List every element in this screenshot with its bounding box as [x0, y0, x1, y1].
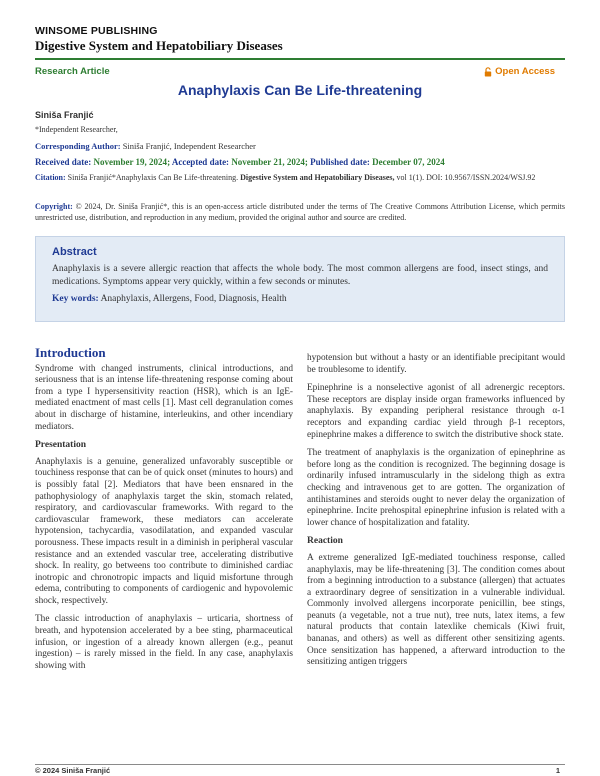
- introduction-heading: Introduction: [35, 345, 106, 360]
- abstract-heading: Abstract: [52, 246, 97, 258]
- article-dates: Received date: November 19, 2024; Accepted date: November 21, 2024; Published date: December 07, 2024: [35, 157, 445, 167]
- article-title: Anaphylaxis Can Be Life-threatening: [177, 82, 423, 98]
- treatment-paragraph: The treatment of anaphylaxis is the organization of epinephrine as before long as the condition is recognized. The beginning dosage is ordinarily infused intramuscularly in the sidelong thigh as extra checking and intravenous get to are gotten. The organization of antihistamines and steroids ought to never delay the organization of epinephrine. Incite prehospital epinephrine infusion is related with a lower chance of hospitalization and fatality.: [307, 448, 565, 528]
- header-divider: [35, 58, 565, 60]
- citation-doi[interactable]: vol 1(1). DOI: 10.9567/ISSN.2024/WSJ.92: [396, 173, 536, 182]
- abstract-text: Anaphylaxis is a severe allergic reaction that affects the whole body. The most common allergens are food, insect stings, and medications. Symptoms appear very quickly, within a few seconds or minutes.: [52, 264, 548, 287]
- author-name: Siniša Franjić: [35, 110, 94, 120]
- reaction-heading: Reaction: [307, 536, 343, 547]
- introduction-paragraph: Syndrome with changed instruments, clinical introductions, and seriousness that is an intense life-threatening response coming about from a type I hypersensitivity reaction (HSR), which is an IgE-mediated enactment of mast cells [1]. Mast cell degranulation comes about in discharge of histamine, interleukins, and other incendiary mediators.: [35, 363, 293, 432]
- continued-paragraph: hypotension but without a hasty or an identifiable precipitant would be troublesome to identify.: [307, 353, 565, 375]
- right-column: [307, 353, 565, 676]
- keywords-text: Anaphylaxis, Allergens, Food, Diagnosis, Health: [100, 294, 287, 304]
- presentation-heading: Presentation: [35, 440, 87, 451]
- presentation-paragraph-1: Anaphylaxis is a genuine, generalized unfavorably susceptible or touchiness response that can be of quick onset (minutes to hours) and is possibly fatal [2]. Mediators that have been ensnared in the pathophysiology of anaphylaxis target the skin, stomach related, respiratory, and cardiovascular frameworks. With regard to the cardiovascular framework, these mediators can accelerate hypotension, tachycardia, vasodilatation, and expanded vascular porousness. These impacts result in a diminish in peripheral vascular resistance and an extended vascular tree, accelerating distributive shock. In reality, go betweens too contribute to diminished cardiac inotropic and chronotropic impacts and liquid misfortune through edema, contributing to components of cardiogenic and hypovolemic shock, respectively.: [35, 456, 293, 606]
- epinephrine-paragraph: Epinephrine is a nonselective agonist of all adrenergic receptors. These receptors are display inside organ frameworks influenced by anaphylaxis. By expanding peripheral resistance through α-1 receptors and expanding cardiac yield through β-1 receptors, epinephrine makes a difference to switch the distributive shock state.: [307, 383, 565, 440]
- accepted-date: November 21, 2024: [231, 157, 305, 167]
- corresponding-label: Corresponding Author:: [35, 141, 121, 151]
- left-column: [35, 347, 293, 679]
- footer-copyright: © 2024 Siniša Franjić: [35, 766, 111, 775]
- received-date: November 19, 2024: [93, 157, 168, 167]
- footer-divider: [35, 764, 565, 765]
- corresponding-text: Siniša Franjić, Independent Researcher: [122, 141, 256, 151]
- citation-label: Citation:: [35, 173, 66, 182]
- author-affiliation: *Independent Researcher,: [35, 125, 118, 134]
- open-access-label: Open Access: [495, 66, 555, 77]
- publisher-name: WINSOME PUBLISHING: [35, 25, 158, 37]
- accepted-label: Accepted date:: [171, 157, 230, 167]
- keywords: [52, 294, 548, 304]
- journal-name: Digestive System and Hepatobiliary Diseases: [35, 38, 283, 53]
- copyright-label: Copyright:: [35, 202, 73, 211]
- citation-text: Siniša Franjić*Anaphylaxis Can Be Life-threatening.: [67, 173, 239, 182]
- page-number: 1: [555, 766, 560, 775]
- corresponding-author: [35, 141, 256, 151]
- abstract-box: [35, 236, 565, 322]
- citation: [35, 173, 565, 184]
- open-lock-icon: [484, 67, 492, 77]
- reaction-paragraph: A extreme generalized IgE-mediated touchiness response, called anaphylaxis, may be life-threatening [3]. The condition comes about from a beginning introduction to a substance (allergen) that actuates a extraordinary degree of sensitization in a vulnerable individual. Commonly involved allergens incorporate penicillin, bee stings, peanuts (a vegetable, not a true nut), tree nuts, latex items, a few natural products that contain latexlike chemicals (Kiwi fruit, bananas, and others) as well as different other sensitizing agents. Once sensitization has happened, a afterward introduction to the sensitizing antigen triggers: [307, 552, 565, 668]
- published-date: December 07, 2024: [372, 157, 445, 167]
- keywords-label: Key words:: [52, 294, 99, 304]
- received-label: Received date:: [35, 157, 92, 167]
- presentation-paragraph-2: The classic introduction of anaphylaxis – urticaria, shortness of breath, and hypotension accelerated by a bee sting, pharmaceutical infusion, or ingestion of a already known allergen (e.g., peanut ingestion) – is rarely missed in the field. In any case, anaphylaxis showing with: [35, 614, 293, 671]
- published-label: Published date:: [310, 157, 370, 167]
- copyright-notice: [35, 202, 565, 223]
- open-access-badge[interactable]: [484, 66, 555, 77]
- copyright-text: © 2024, Dr. Siniša Franjić*, this is an open-access article distributed under the terms of The Creative Commons Attribution License, which permits unrestricted use, distribution, and reproduction in any medium, provided the original author and source are credited.: [35, 202, 566, 222]
- citation-journal: Digestive System and Hepatobiliary Diseases,: [240, 173, 395, 182]
- article-type: Research Article: [35, 66, 110, 77]
